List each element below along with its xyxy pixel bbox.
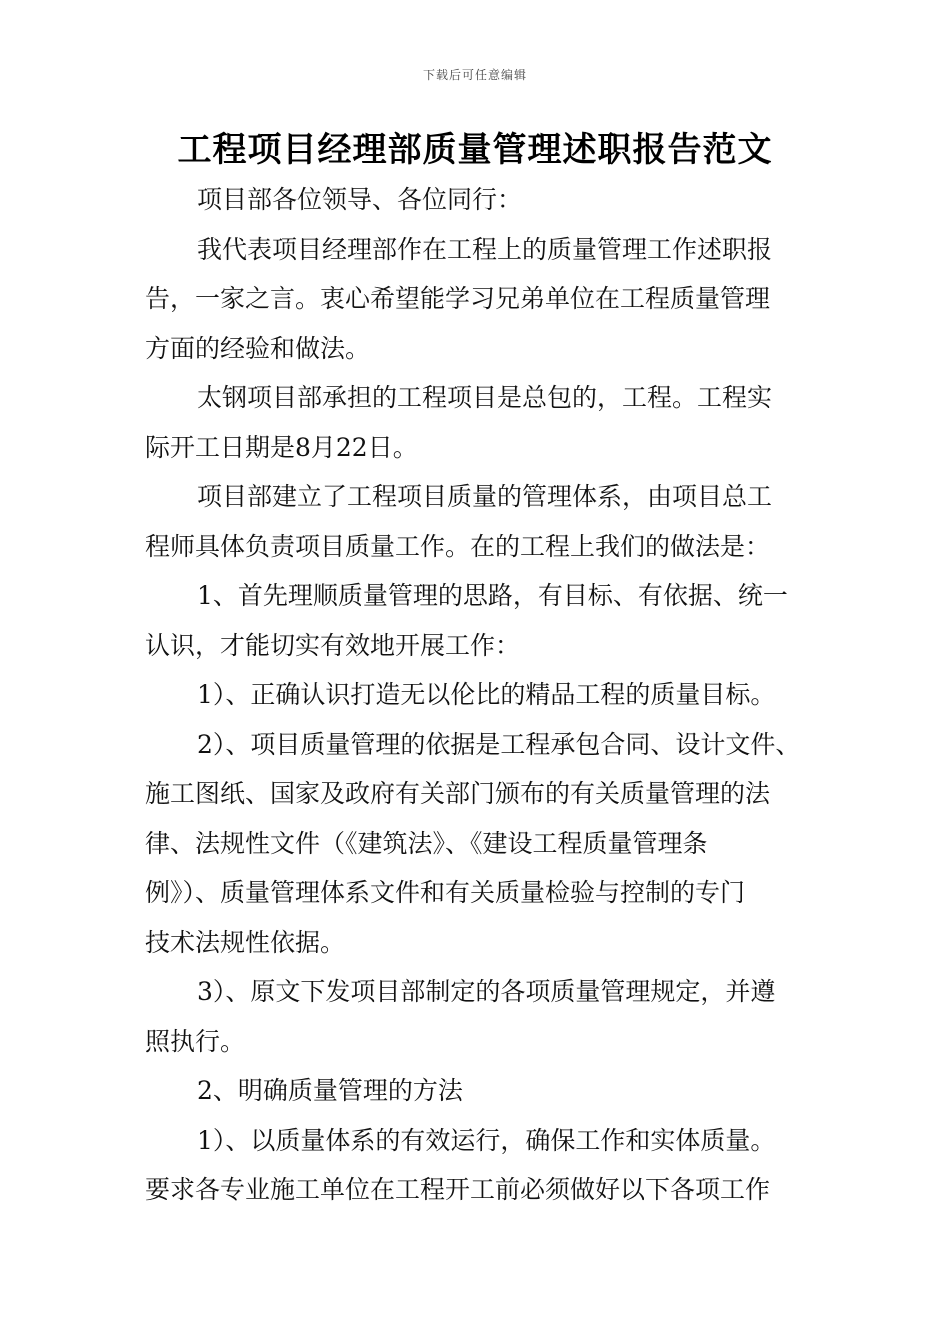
list-item-line: 例》）、质量管理体系文件和有关质量检验与控制的专门 [145,878,746,907]
header-note: 下载后可任意编辑 [422,68,527,82]
document-body [145,175,825,1215]
salutation-line: 项目部各位领导、各位同行： [197,185,523,214]
paragraph-line: 方面的经验和做法。 [145,333,371,363]
list-item-line: 1）、以质量体系的有效运行，确保工作和实体质量。 [197,1125,776,1155]
list-item-line: 2、明确质量管理的方法 [197,1076,463,1105]
list-item-line: 技术法规性依据。 [145,927,346,957]
list-item-line: 照执行。 [145,1026,246,1056]
paragraph-line: 我代表项目经理部作在工程上的质量管理工作述职报 [197,234,773,264]
list-item-line: 要求各专业施工单位在工程开工前必须做好以下各项工作 [145,1175,771,1204]
document-title: 工程项目经理部质量管理述职报告范文 [177,130,773,170]
list-item-line: 1）、正确认识打造无以伦比的精品工程的质量目标。 [197,680,776,709]
paragraph-line: 际开工日期是8月22日。 [145,432,418,462]
list-item-line: 施工图纸、国家及政府有关部门颁布的有关质量管理的法 [145,779,771,808]
paragraph-line: 告，一家之言。衷心希望能学习兄弟单位在工程质量管理 [145,284,771,313]
list-item-line: 2）、项目质量管理的依据是工程承包合同、设计文件、 [197,729,801,759]
list-item-line: 认识，才能切实有效地开展工作： [145,630,521,660]
paragraph-line: 太钢项目部承担的工程项目是总包的，工程。工程实 [197,383,773,412]
list-item-line: 3）、原文下发项目部制定的各项质量管理规定，并遵 [197,977,776,1006]
paragraph-line: 程师具体负责项目质量工作。在的工程上我们的做法是： [145,531,771,561]
list-item-line: 律、法规性文件（《建筑法》、《建设工程质量管理条 [145,828,708,858]
paragraph-line: 项目部建立了工程项目质量的管理体系，由项目总工 [197,482,773,511]
list-item-line: 1、首先理顺质量管理的思路，有目标、有依据、统一 [197,581,788,610]
